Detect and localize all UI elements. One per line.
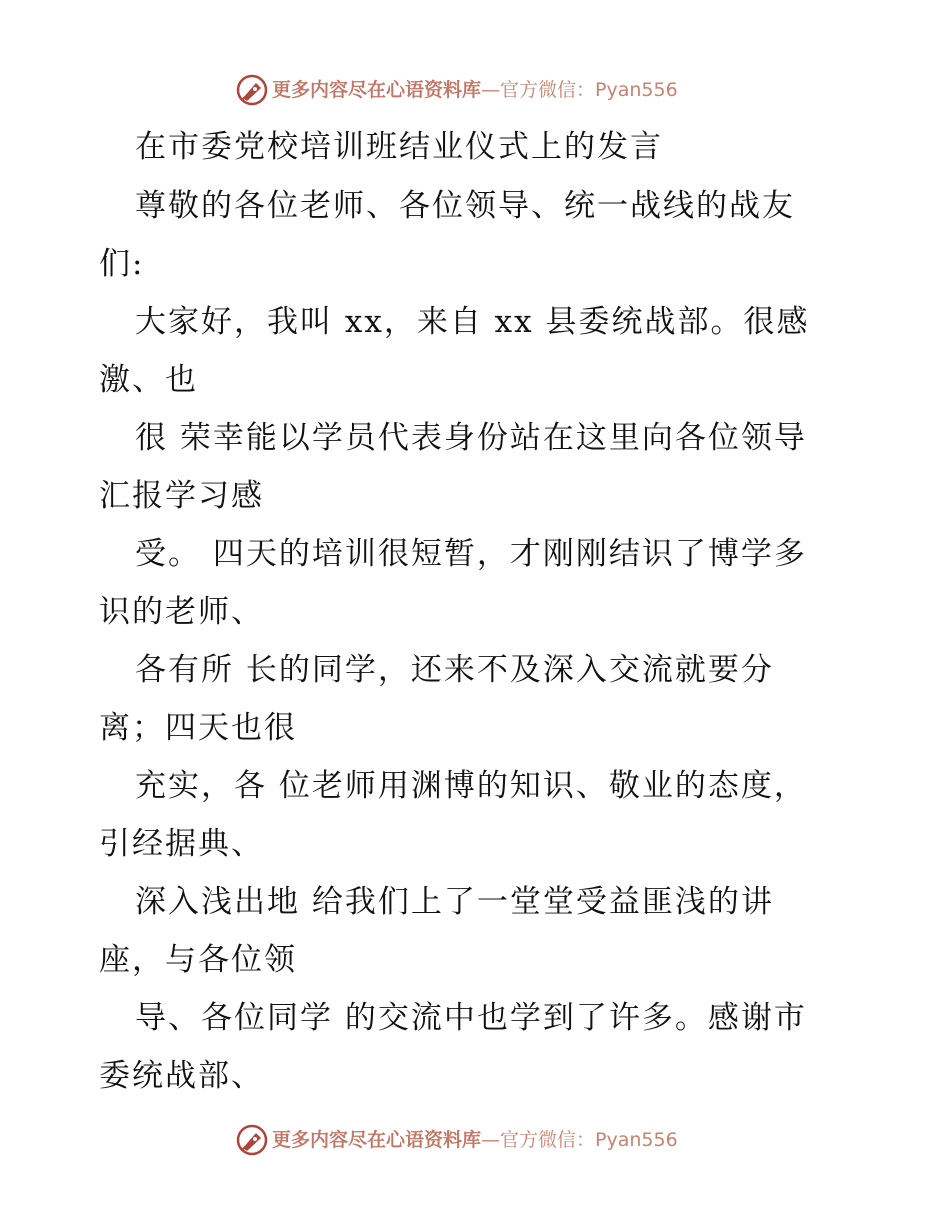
header-banner-text: 更多内容尽在心语资料库—官方微信：Pyan556: [272, 79, 678, 101]
text-line: 大家好，我叫 xx，来自 xx 县委统战部。很感: [135, 304, 810, 340]
text-line: 引经据典、: [99, 826, 264, 862]
text-line: 离；四天也很: [99, 710, 297, 746]
text-line: 充实，各 位老师用渊博的知识、敬业的态度，: [135, 768, 807, 804]
text-line: 激、也: [99, 362, 198, 398]
text-line: 尊敬的各位老师、各位领导、统一战线的战友: [135, 188, 795, 224]
text-line: 座，与各位领: [99, 942, 297, 978]
footer-banner-text: 更多内容尽在心语资料库—官方微信：Pyan556: [272, 1129, 678, 1151]
text-line: 们:: [99, 246, 145, 282]
pen-nib-logo-icon: [236, 1124, 268, 1156]
text-line: 深入浅出地 给我们上了一堂堂受益匪浅的讲: [135, 884, 774, 920]
text-line: 各有所 长的同学，还来不及深入交流就要分: [135, 652, 774, 688]
header-banner: [236, 74, 678, 106]
text-line: 很 荣幸能以学员代表身份站在这里向各位领导: [135, 420, 807, 456]
text-line: 导、各位同学 的交流中也学到了许多。感谢市: [135, 1000, 807, 1036]
text-line: 汇报学习感: [99, 478, 264, 514]
pen-nib-logo-icon: [236, 74, 268, 106]
document-title: 在市委党校培训班结业仪式上的发言: [135, 129, 663, 165]
footer-banner: [236, 1124, 678, 1156]
text-line: 识的老师、: [99, 594, 264, 630]
text-line: 受。 四天的培训很短暂，才刚刚结识了博学多: [135, 536, 807, 572]
text-line: 委统战部、: [99, 1058, 264, 1094]
